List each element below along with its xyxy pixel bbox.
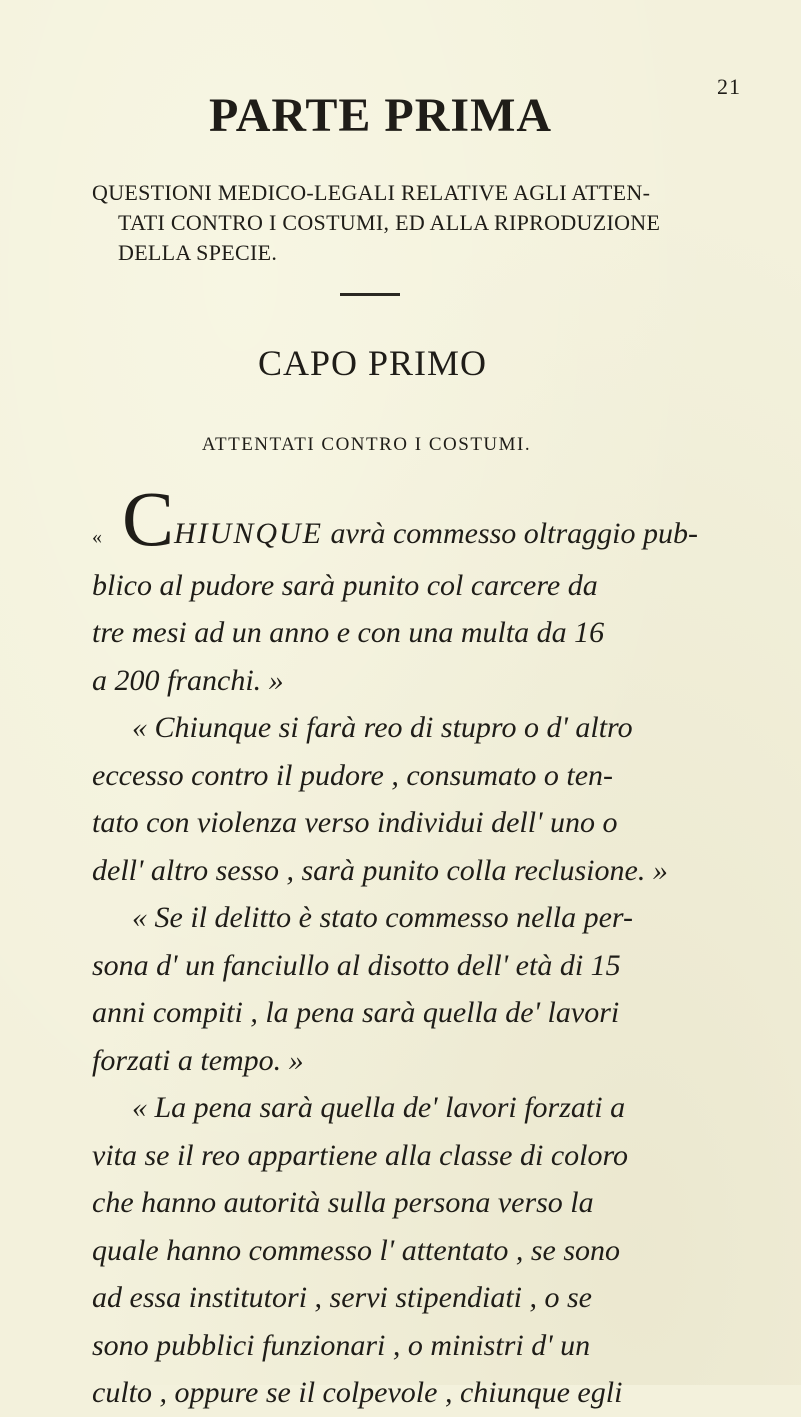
text-line: dell' altro sesso , sarà punito colla reclusione. » [92, 853, 668, 887]
text-line: vita se il reo appartiene alla classe di coloro [92, 1138, 629, 1172]
body-text [92, 475, 752, 1417]
drop-cap: C [122, 475, 175, 562]
text-line: eccesso contro il pudore , consumato o ten- [92, 758, 614, 792]
text-line: tre mesi ad un anno e con una multa da 16 [92, 616, 605, 649]
subheading-line: DELLA SPECIE. [118, 240, 278, 265]
open-quote: « [92, 526, 102, 548]
text-line: « Se il delitto è stato commesso nella per- [132, 901, 633, 934]
text-line: blico al pudore sarà punito col carcere da [92, 568, 598, 602]
text-line: anni compiti , la pena sarà quella de' lavori [92, 996, 620, 1029]
part-subheading [92, 178, 732, 268]
text-line: ad essa institutori , servi stipendiati , o se [92, 1281, 592, 1314]
text-line: quale hanno commesso l' attentato , se sono [92, 1233, 621, 1267]
subheading-line: TATI CONTRO I COSTUMI, ED ALLA RIPRODUZIONE [118, 210, 661, 235]
text-line: che hanno autorità sulla persona verso la [92, 1186, 594, 1219]
text-line: culto , oppure se il colpevole , chiunque egli [92, 1376, 623, 1409]
divider-rule [340, 293, 400, 296]
text-line: « Chiunque si farà reo di stupro o d' altro [132, 711, 633, 744]
text-line: forzati a tempo. » [92, 1043, 304, 1077]
chapter-title: CAPO PRIMO [257, 343, 488, 383]
text-line: « La pena sarà quella de' lavori forzati a [132, 1091, 626, 1124]
part-title: PARTE PRIMA [208, 89, 553, 142]
text-line: sono pubblici funzionari , o ministri d' un [92, 1328, 591, 1362]
text-line: tato con violenza verso individui dell' uno o [92, 806, 618, 839]
smallcaps-word: HIUNQUE [174, 517, 323, 550]
text-line: a 200 franchi. » [92, 663, 284, 697]
subheading-line: QUESTIONI MEDICO-LEGALI RELATIVE AGLI ATTEN- [92, 180, 651, 205]
section-title: ATTENTATI CONTRO I COSTUMI. [201, 434, 532, 455]
text-line [92, 475, 752, 562]
text-line: sona d' un fanciullo al disotto dell' età di 15 [92, 948, 621, 982]
text-fragment: avrà commesso oltraggio pub- [323, 517, 698, 550]
page-number: 21 [717, 74, 741, 99]
